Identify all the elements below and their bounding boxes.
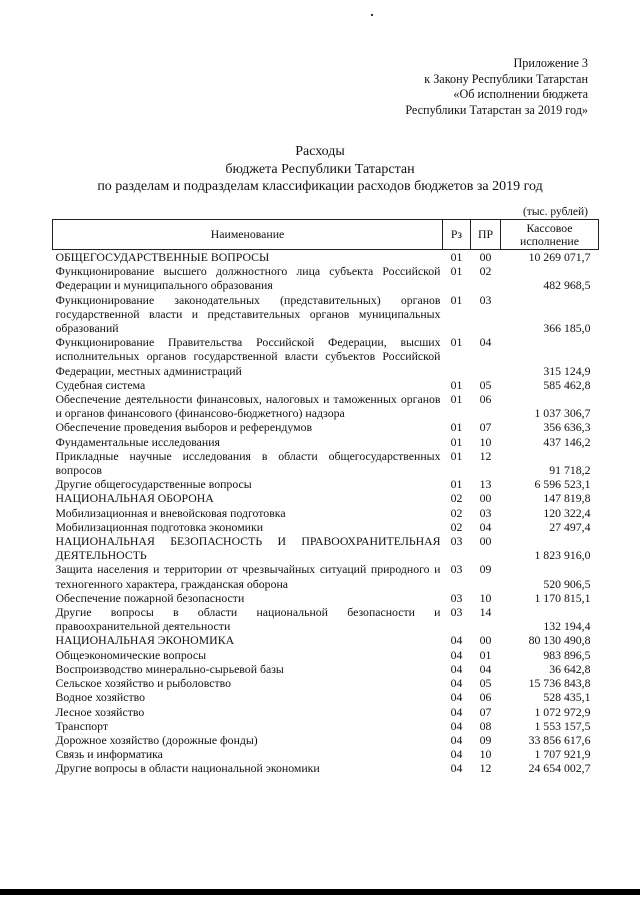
appendix-line: Приложение 3 <box>513 56 588 70</box>
cell-name: Дорожное хозяйство (дорожные фонды) <box>55 732 258 747</box>
table-row <box>53 293 599 336</box>
cell-value: 33 856 617,6 <box>528 732 591 747</box>
cell-value: 1 707 921,9 <box>534 747 591 762</box>
cell-rz: 01 <box>450 377 463 392</box>
table-row <box>53 520 599 534</box>
cell-name: Связь и информатика <box>55 747 163 762</box>
table-row <box>53 449 599 477</box>
cell-value: 24 654 002,7 <box>528 761 591 776</box>
table-row <box>53 392 599 420</box>
table-header-row <box>53 220 599 250</box>
cell-name: Воспроизводство минерально-сырьевой базы <box>55 661 284 676</box>
cell-name: НАЦИОНАЛЬНАЯ ОБОРОНА <box>55 491 214 506</box>
expenses-table <box>52 219 599 776</box>
cell-rz: 01 <box>450 434 463 449</box>
table-row <box>53 719 599 733</box>
cell-name: Мобилизационная и вневойсковая подготовка <box>55 505 286 520</box>
cell-value: 91 718,2 <box>549 463 591 478</box>
cell-name: Водное хозяйство <box>55 690 145 705</box>
cell-rz: 04 <box>450 761 463 776</box>
cell-name: НАЦИОНАЛЬНАЯ ЭКОНОМИКА <box>55 633 235 648</box>
table-row <box>53 605 599 633</box>
cell-name: Другие вопросы в области национальной экономики <box>55 761 320 776</box>
table-row <box>53 676 599 690</box>
cell-pr: 07 <box>479 420 492 435</box>
cell-pr: 05 <box>479 676 492 691</box>
table-row <box>53 491 599 505</box>
table-row <box>53 435 599 449</box>
cell-pr: 10 <box>479 747 492 762</box>
cell-name: НАЦИОНАЛЬНАЯ БЕЗОПАСНОСТЬ И ПРАВООХРАНИТЕЛЬНАЯ ДЕЯТЕЛЬНОСТЬ <box>55 534 441 563</box>
cell-rz: 02 <box>450 505 463 520</box>
cell-value: 27 497,4 <box>549 519 591 534</box>
cell-value: 132 194,4 <box>543 619 591 634</box>
table-row <box>53 662 599 676</box>
title-line: Расходы <box>295 144 345 159</box>
cell-pr: 07 <box>479 704 492 719</box>
table-row <box>53 420 599 434</box>
cell-pr: 04 <box>479 519 492 534</box>
cell-pr: 02 <box>479 264 492 279</box>
cell-rz: 04 <box>450 718 463 733</box>
cell-pr: 04 <box>479 335 492 350</box>
header-rz: Рз <box>443 220 471 250</box>
appendix-line: Республики Татарстан за 2019 год» <box>405 102 588 117</box>
table-row <box>53 534 599 562</box>
cell-value: 1 823 916,0 <box>534 548 591 563</box>
table-row <box>53 705 599 719</box>
cell-pr: 04 <box>479 661 492 676</box>
cell-name: Прикладные научные исследования в области общегосударственных вопросов <box>55 448 441 478</box>
table-row <box>53 378 599 392</box>
table-row <box>53 562 599 590</box>
cell-name: ОБЩЕГОСУДАРСТВЕННЫЕ ВОПРОСЫ <box>55 250 270 264</box>
cell-pr: 00 <box>479 633 492 648</box>
cell-value: 80 130 490,8 <box>528 633 591 648</box>
cell-value: 520 906,5 <box>543 576 591 591</box>
cell-value: 528 435,1 <box>543 690 591 705</box>
table-row <box>53 648 599 662</box>
cell-pr: 09 <box>479 732 492 747</box>
cell-value: 1 072 972,9 <box>534 704 591 719</box>
cell-name: Транспорт <box>55 718 109 733</box>
cell-name: Мобилизационная подготовка экономики <box>55 519 264 534</box>
cell-name: Общеэкономические вопросы <box>55 647 207 662</box>
cell-pr: 00 <box>479 534 492 549</box>
cell-value: 437 146,2 <box>543 434 591 449</box>
cell-rz: 01 <box>450 477 463 492</box>
cell-pr: 06 <box>479 690 492 705</box>
cell-name: Другие вопросы в области национальной безопасности и правоохранительной деятельности <box>55 605 441 634</box>
cell-value: 15 736 843,8 <box>528 676 591 691</box>
table-row <box>53 747 599 761</box>
units-label: (тыс. рублей) <box>522 206 588 218</box>
cell-rz: 04 <box>450 633 463 648</box>
cell-rz: 04 <box>450 732 463 747</box>
appendix-note <box>405 56 588 118</box>
cell-rz: 04 <box>450 647 463 662</box>
cell-rz: 04 <box>450 704 463 719</box>
cell-value: 120 322,4 <box>543 505 591 520</box>
cell-name: Фундаментальные исследования <box>55 434 220 449</box>
cell-value: 36 642,8 <box>549 661 591 676</box>
cell-value: 1 170 815,1 <box>534 590 591 605</box>
cell-value: 315 124,9 <box>543 363 591 378</box>
cell-pr: 00 <box>479 491 492 506</box>
cell-rz: 02 <box>450 491 463 506</box>
cell-pr: 13 <box>479 477 492 492</box>
cell-pr: 12 <box>479 761 492 776</box>
title-line: бюджета Республики Татарстан <box>225 161 415 177</box>
cell-value: 482 968,5 <box>543 278 591 293</box>
table-row <box>53 761 599 775</box>
cell-value: 1 553 157,5 <box>534 718 591 733</box>
cell-value: 983 896,5 <box>543 647 591 662</box>
cell-name: Сельское хозяйство и рыболовство <box>55 676 231 691</box>
cell-pr: 05 <box>479 377 492 392</box>
header-name: Наименование <box>53 220 443 250</box>
table-row <box>53 477 599 491</box>
cell-name: Другие общегосударственные вопросы <box>55 477 252 492</box>
appendix-line: «Об исполнении бюджета <box>453 87 588 101</box>
header-pr: ПР <box>471 220 501 250</box>
cell-rz: 02 <box>450 519 463 534</box>
table-row <box>53 591 599 605</box>
cell-rz: 04 <box>450 747 463 762</box>
cell-pr: 01 <box>479 647 492 662</box>
cell-name: Защита населения и территории от чрезвычайных ситуаций природного и техногенного характера, гражданская оборона <box>55 562 441 591</box>
cell-pr: 08 <box>479 718 492 733</box>
table-row <box>53 335 599 378</box>
cell-value: 585 462,8 <box>543 377 591 392</box>
table-body <box>53 250 599 776</box>
cell-pr: 14 <box>479 605 492 620</box>
cell-rz: 01 <box>450 264 463 279</box>
table-row <box>53 250 599 265</box>
title-line: по разделам и подразделам классификации расходов бюджетов за 2019 год <box>97 179 543 194</box>
cell-rz: 04 <box>450 676 463 691</box>
cell-pr: 03 <box>479 292 492 307</box>
cell-rz: 01 <box>450 335 463 350</box>
cell-rz: 03 <box>450 562 463 577</box>
cell-pr: 03 <box>479 505 492 520</box>
table-row <box>53 633 599 647</box>
table-row <box>53 690 599 704</box>
document-title <box>0 143 640 196</box>
cell-rz: 03 <box>450 605 463 620</box>
cell-value: 1 037 306,7 <box>534 406 591 421</box>
cell-name: Функционирование законодательных (представительных) органов государственной власти и представительных органов муниципальных образований <box>55 292 441 336</box>
cell-rz: 04 <box>450 690 463 705</box>
cell-value: 10 269 071,7 <box>528 250 591 264</box>
cell-pr: 06 <box>479 392 492 407</box>
cell-rz: 01 <box>450 420 463 435</box>
cell-name: Судебная система <box>55 377 146 392</box>
cell-pr: 12 <box>479 448 492 463</box>
cell-pr: 00 <box>479 250 492 264</box>
cell-value: 147 819,8 <box>543 491 591 506</box>
cell-value: 366 185,0 <box>543 321 591 336</box>
cell-pr: 09 <box>479 562 492 577</box>
cell-rz: 01 <box>450 392 463 407</box>
cell-pr: 10 <box>479 590 492 605</box>
table-row <box>53 264 599 292</box>
cell-rz: 01 <box>450 448 463 463</box>
cell-rz: 03 <box>450 534 463 549</box>
scan-edge-bar <box>0 889 640 895</box>
cell-rz: 04 <box>450 661 463 676</box>
cell-name: Функционирование высшего должностного лица субъекта Российской Федерации и муниципального образования <box>55 264 441 293</box>
cell-rz: 03 <box>450 590 463 605</box>
cell-name: Функционирование Правительства Российской Федерации, высших исполнительных органов государственной власти субъектов Российской Федерации, местных администраций <box>55 335 441 378</box>
table-row <box>53 733 599 747</box>
header-value: Кассовое исполнение <box>501 220 599 250</box>
cell-rz: 01 <box>450 250 463 264</box>
cell-name: Обеспечение проведения выборов и референдумов <box>55 420 313 435</box>
cell-name: Обеспечение пожарной безопасности <box>55 590 245 605</box>
table-row <box>53 506 599 520</box>
cell-value: 6 596 523,1 <box>534 477 591 492</box>
appendix-line: к Закону Республики Татарстан <box>424 71 588 86</box>
scan-speck <box>371 14 373 16</box>
cell-name: Лесное хозяйство <box>55 704 145 719</box>
cell-name: Обеспечение деятельности финансовых, налоговых и таможенных органов и органов финансового (финансово-бюджетного) надзора <box>55 392 441 421</box>
cell-value: 356 636,3 <box>543 420 591 435</box>
cell-pr: 10 <box>479 434 492 449</box>
cell-rz: 01 <box>450 292 463 307</box>
